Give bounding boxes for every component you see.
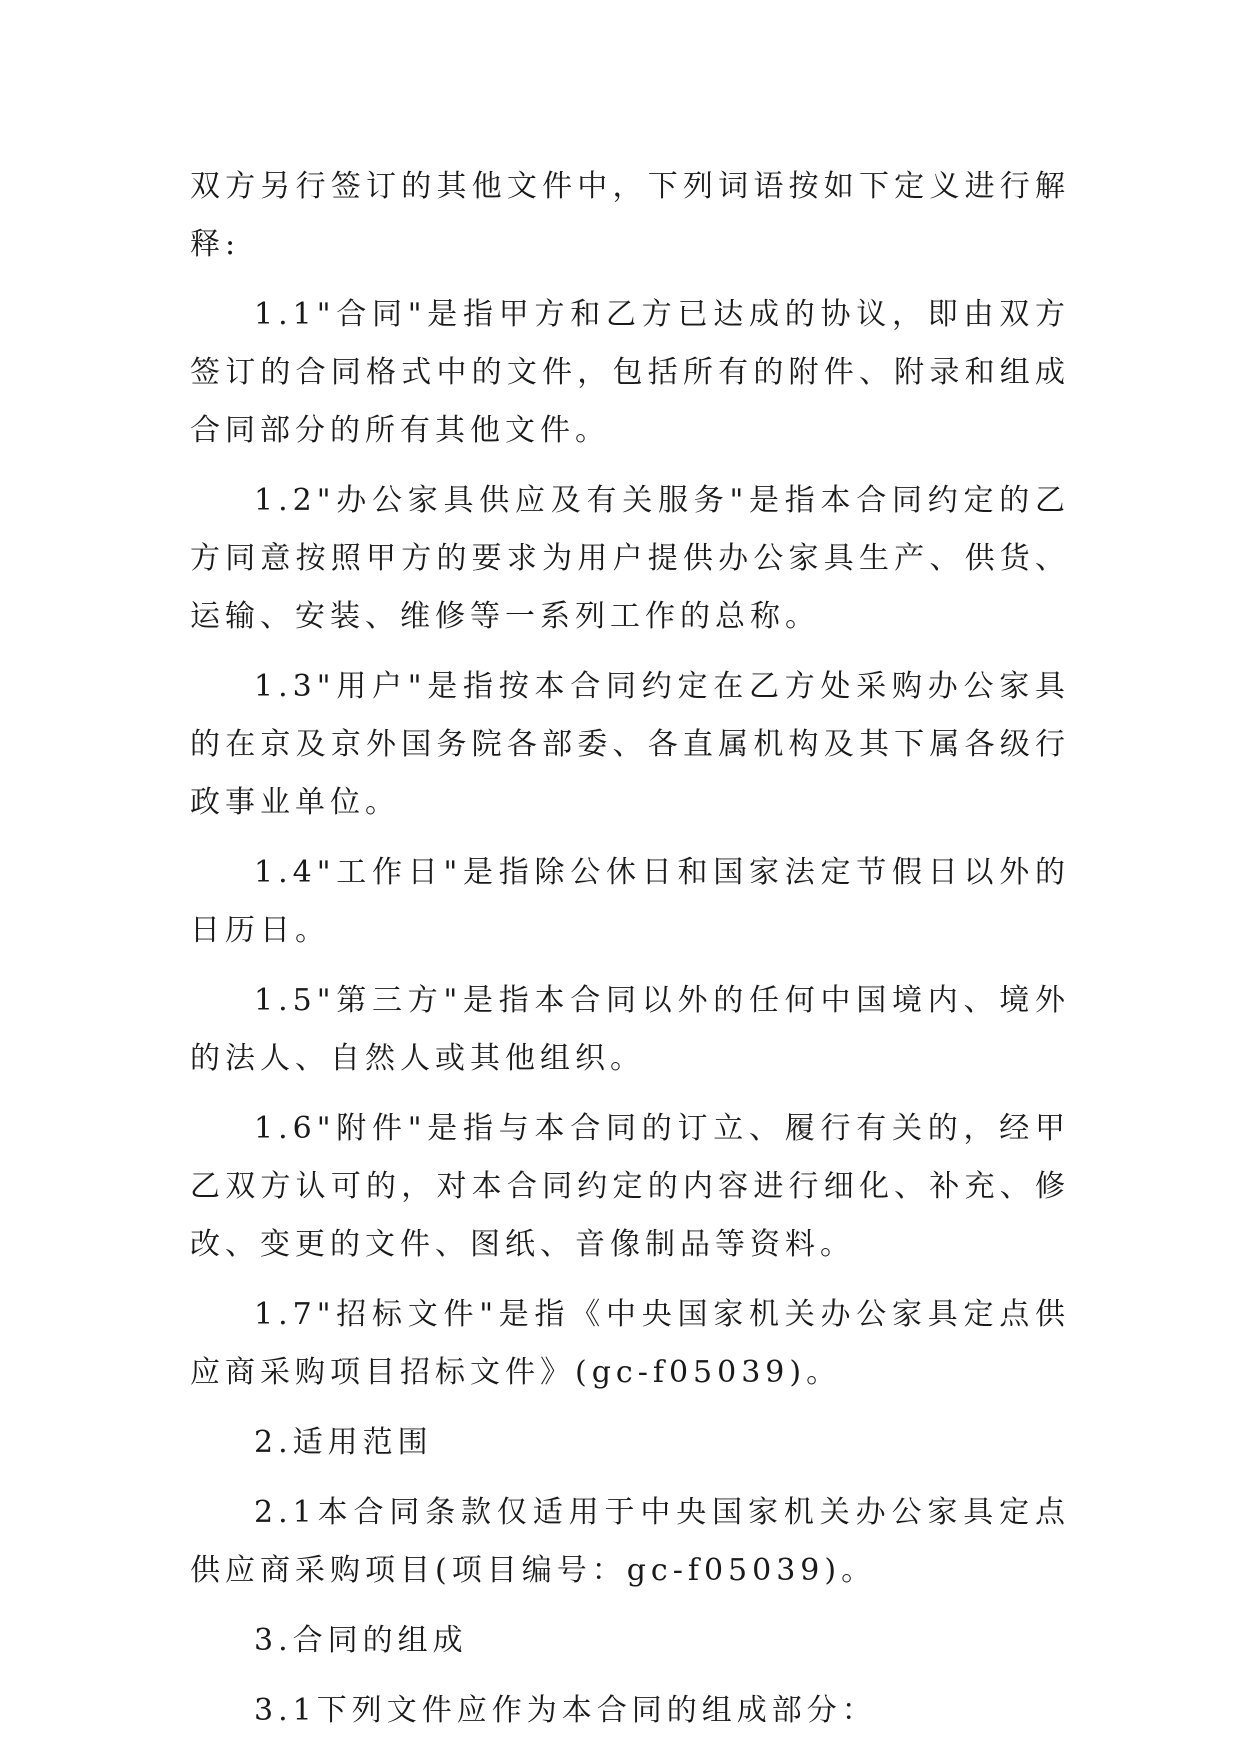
paragraph-1-5-third-party: 1.5"第三方"是指本合同以外的任何中国境内、境外的法人、自然人或其他组织。	[190, 983, 1070, 1076]
paragraph-1-1-contract: 1.1"合同"是指甲方和乙方已达成的协议，即由双方签订的合同格式中的文件，包括所有的附件、附录和组成合同部分的所有其他文件。	[190, 297, 1070, 448]
heading-3-contract-composition: 3.合同的组成	[254, 1623, 468, 1658]
paragraph-3-1-components: 3.1下列文件应作为本合同的组成部分：	[254, 1693, 877, 1728]
heading-2-scope: 2.适用范围	[254, 1425, 433, 1460]
paragraph-1-7-tender-document: 1.7"招标文件"是指《中央国家机关办公家具定点供应商采购项目招标文件》(gc-f05039)。	[190, 1297, 1070, 1390]
paragraph-1-6-attachment: 1.6"附件"是指与本合同的订立、履行有关的，经甲乙双方认可的，对本合同约定的内容进行细化、补充、修改、变更的文件、图纸、音像制品等资料。	[190, 1111, 1070, 1262]
paragraph-1-3-user: 1.3"用户"是指按本合同约定在乙方处采购办公家具的在京及京外国务院各部委、各直属机构及其下属各级行政事业单位。	[190, 669, 1070, 820]
paragraph-1-4-workday: 1.4"工作日"是指除公休日和国家法定节假日以外的日历日。	[190, 855, 1070, 948]
document-body	[190, 158, 1070, 1752]
paragraph-1-2-services: 1.2"办公家具供应及有关服务"是指本合同约定的乙方同意按照甲方的要求为用户提供办公家具生产、供货、运输、安装、维修等一系列工作的总称。	[190, 483, 1070, 634]
paragraph-definitions-intro: 双方另行签订的其他文件中，下列词语按如下定义进行解释:	[190, 169, 1070, 262]
paragraph-2-1-scope: 2.1本合同条款仅适用于中央国家机关办公家具定点供应商采购项目(项目编号：gc-f05039)。	[190, 1495, 1070, 1588]
